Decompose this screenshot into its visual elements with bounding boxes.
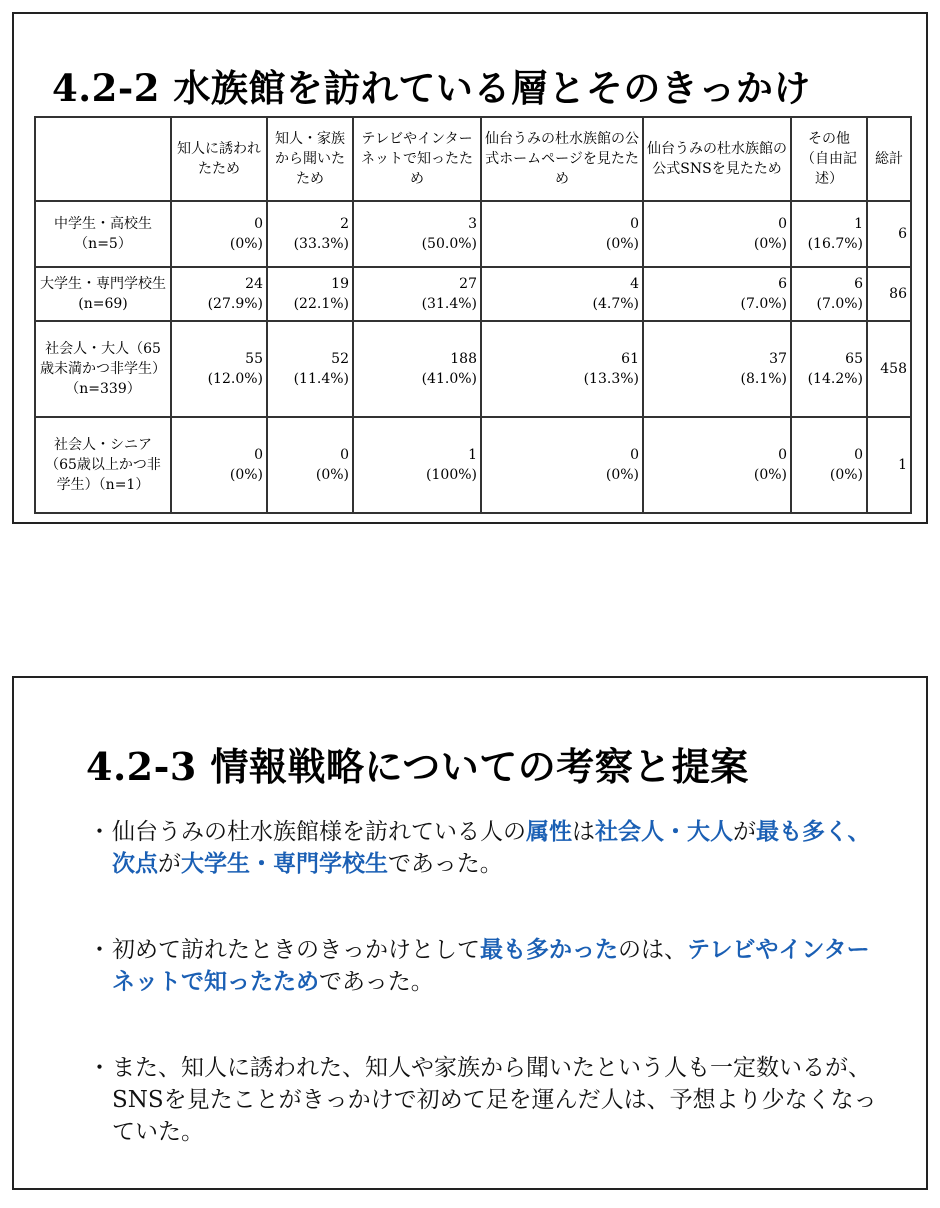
cell-count: 52 [331, 351, 349, 367]
cell-percent: (16.7%) [807, 236, 863, 252]
point-text: は [572, 819, 595, 845]
cell-count: 0 [254, 447, 263, 463]
cell-count: 4 [630, 276, 639, 292]
list-item [88, 816, 878, 880]
highlight-text: テレビやインターネットで知ったため [112, 936, 870, 995]
cell-percent: (0%) [605, 467, 639, 483]
table-header-row [35, 117, 911, 201]
row-total: 458 [867, 321, 911, 417]
cell-percent: (100%) [426, 467, 477, 483]
list-item [88, 934, 878, 998]
header-corner [35, 117, 171, 201]
cell-count: 0 [778, 216, 787, 232]
cell-count: 188 [450, 351, 477, 367]
bullet-icon: ・ [88, 819, 111, 845]
cell-count: 19 [331, 276, 349, 292]
row-label: 大学生・専門学校生(n=69) [35, 267, 171, 321]
cell-percent: (0%) [753, 236, 787, 252]
point-text: のは、 [618, 937, 687, 963]
cell-percent: (0%) [829, 467, 863, 483]
cell-count: 1 [854, 216, 863, 232]
table-cell [171, 417, 267, 513]
row-total: 1 [867, 417, 911, 513]
bullet-icon: ・ [88, 1055, 111, 1081]
cell-percent: (12.0%) [207, 371, 263, 387]
table-cell [643, 267, 791, 321]
table-cell [267, 417, 353, 513]
header-official-homepage: 仙台うみの杜水族館の公式ホームページを見たため [481, 117, 643, 201]
table-cell [791, 201, 867, 267]
discussion-points [88, 816, 878, 1202]
header-heard-from-family: 知人・家族から聞いたため [267, 117, 353, 201]
cell-count: 3 [468, 216, 477, 232]
cell-count: 55 [245, 351, 263, 367]
table-cell [353, 201, 481, 267]
cell-percent: (4.7%) [592, 296, 639, 312]
row-total: 6 [867, 201, 911, 267]
table-cell [791, 417, 867, 513]
table-row [35, 267, 911, 321]
table-cell [643, 321, 791, 417]
cell-percent: (11.4%) [293, 371, 349, 387]
table-cell [267, 267, 353, 321]
cell-percent: (0%) [605, 236, 639, 252]
point-text: 初めて訪れたときのきっかけとして [112, 937, 480, 963]
cell-count: 2 [340, 216, 349, 232]
row-label: 中学生・高校生（n=5） [35, 201, 171, 267]
cell-percent: (8.1%) [740, 371, 787, 387]
table-cell [171, 201, 267, 267]
point-text: であった。 [319, 969, 434, 995]
cell-percent: (0%) [315, 467, 349, 483]
point-text: が [733, 819, 756, 845]
table-cell [353, 267, 481, 321]
header-total: 総計 [867, 117, 911, 201]
slide-visitor-demographics [12, 12, 928, 524]
cell-percent: (50.0%) [421, 236, 477, 252]
cell-count: 65 [845, 351, 863, 367]
highlight-text: 属性 [526, 818, 572, 845]
table-row [35, 417, 911, 513]
cell-percent: (41.0%) [421, 371, 477, 387]
table-cell [481, 321, 643, 417]
table-row [35, 321, 911, 417]
cell-count: 37 [769, 351, 787, 367]
header-tv-internet: テレビやインターネットで知ったため [353, 117, 481, 201]
table-cell [353, 417, 481, 513]
cell-percent: (27.9%) [207, 296, 263, 312]
cell-count: 6 [854, 276, 863, 292]
cell-percent: (7.0%) [816, 296, 863, 312]
cell-count: 0 [254, 216, 263, 232]
slide-title: 4.2-3 情報戦略についての考察と提案 [86, 744, 749, 789]
cell-count: 0 [630, 447, 639, 463]
cell-percent: (33.3%) [293, 236, 349, 252]
bullet-icon: ・ [88, 937, 111, 963]
cell-percent: (0%) [753, 467, 787, 483]
cell-percent: (0%) [229, 467, 263, 483]
table-cell [791, 321, 867, 417]
table-cell [791, 267, 867, 321]
table-cell [353, 321, 481, 417]
table-cell [171, 267, 267, 321]
list-item [88, 1052, 878, 1148]
slide-title: 4.2-2 水族館を訪れている層とそのきっかけ [52, 66, 811, 110]
table-cell [643, 417, 791, 513]
cell-percent: (22.1%) [293, 296, 349, 312]
table-cell [643, 201, 791, 267]
highlight-text: 社会人・大人 [595, 818, 733, 845]
cell-count: 0 [854, 447, 863, 463]
table-cell [481, 201, 643, 267]
point-text: 仙台うみの杜水族館様を訪れている人の [112, 819, 526, 845]
cell-count: 0 [340, 447, 349, 463]
cell-count: 0 [630, 216, 639, 232]
cell-count: 61 [621, 351, 639, 367]
header-official-sns: 仙台うみの杜水族館の公式SNSを見たため [643, 117, 791, 201]
cell-count: 0 [778, 447, 787, 463]
highlight-text: 大学生・専門学校生 [181, 850, 388, 877]
header-other: その他（自由記述） [791, 117, 867, 201]
table-cell [171, 321, 267, 417]
point-text: また、知人に誘われた、知人や家族から聞いたという人も一定数いるが、SNSを見たことがきっかけで初めて足を運んだ人は、予想より少なくなっていた。 [112, 1055, 877, 1145]
row-label: 社会人・シニア（65歳以上かつ非学生）（n=1） [35, 417, 171, 513]
cell-percent: (7.0%) [740, 296, 787, 312]
cell-percent: (13.3%) [583, 371, 639, 387]
slide-strategy-discussion [12, 676, 928, 1190]
table-row [35, 201, 911, 267]
cell-count: 6 [778, 276, 787, 292]
cell-percent: (0%) [229, 236, 263, 252]
cell-count: 24 [245, 276, 263, 292]
highlight-text: 最も多かった [480, 936, 618, 963]
header-invited-by-acquaintance: 知人に誘われたため [171, 117, 267, 201]
table-cell [267, 201, 353, 267]
visitor-trigger-table [34, 116, 912, 514]
table-cell [267, 321, 353, 417]
highlight-text: 最も多く、次点 [112, 818, 871, 877]
cell-percent: (14.2%) [807, 371, 863, 387]
point-text: が [158, 851, 181, 877]
row-total: 86 [867, 267, 911, 321]
row-label: 社会人・大人（65歳未満かつ非学生）（n=339） [35, 321, 171, 417]
cell-percent: (31.4%) [421, 296, 477, 312]
cell-count: 27 [459, 276, 477, 292]
cell-count: 1 [468, 447, 477, 463]
table-cell [481, 267, 643, 321]
point-text: であった。 [388, 851, 503, 877]
table-cell [481, 417, 643, 513]
